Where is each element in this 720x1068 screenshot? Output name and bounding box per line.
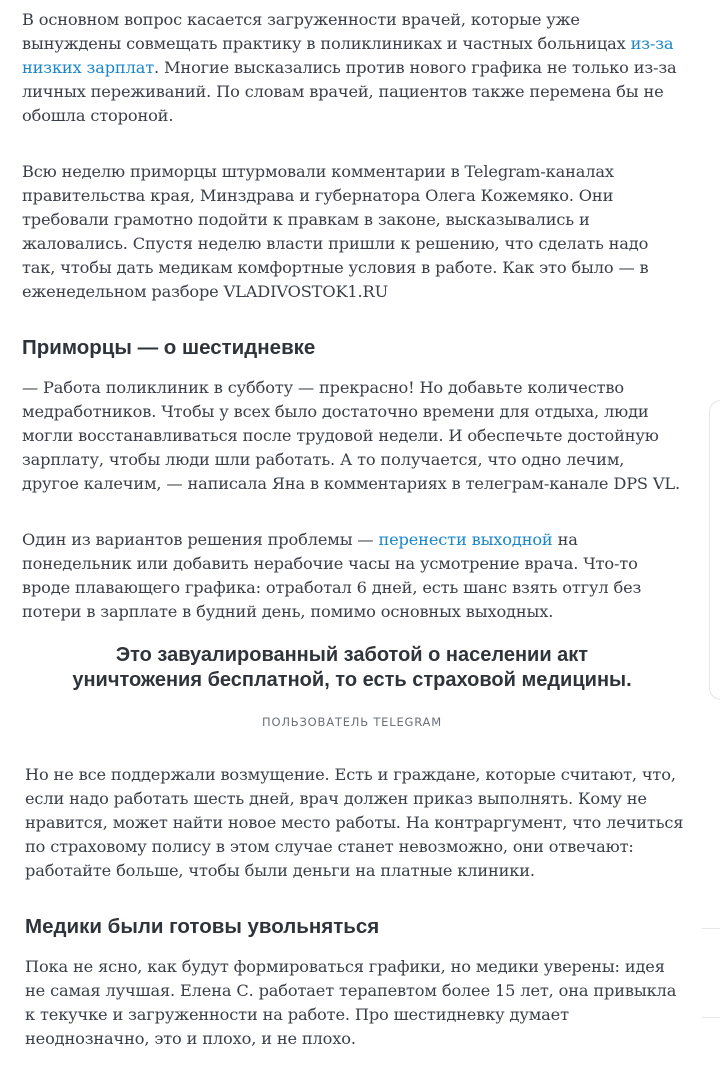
paragraph-telegram-comments: Всю неделю приморцы штурмовали комментарии в Telegram-каналах правительства края, Минздрава и губернатора Олега Кожемяко. Они требовали грамотно подойти к правкам в законе, высказывались и жаловались. Спустя неделю власти пришли к решению, что сделать надо так, чтобы дать медикам комфортные условия в работе. Как это было — в еженедельном разборе VLADIVOSTOK1.RU xyxy=(22,162,649,301)
section-heading-medics-quit: Медики были готовы увольняться xyxy=(25,915,380,938)
pull-quote xyxy=(22,643,682,693)
quote-author: ПОЛЬЗОВАТЕЛЬ TELEGRAM xyxy=(262,715,442,729)
paragraph-text: Один из вариантов решения проблемы — xyxy=(22,530,379,549)
paragraph-elena-therapist: Пока не ясно, как будут формироваться графики, но медики уверены: идея не самая лучшая. Елена С. работает терапевтом более 15 лет, она привыкла к текучке и загруженности на работе. Про шестидневку думает неоднозначно, это и плохо, и не плохо. xyxy=(25,957,677,1048)
paragraph-text: на понедельник или добавить нерабочие часы на усмотрение врача. Что-то вроде плавающего графика: отработал 6 дней, есть шанс взять отгул без потери в зарплате в будний день, помимо основных выходных. xyxy=(22,530,642,621)
paragraph-yana-comment: — Работа поликлиник в субботу — прекрасно! Но добавьте количество медработников. Чтобы у всех было достаточно времени для отдыха, люди могли восстанавливаться после трудовой недели. И обеспечьте достойную зарплату, чтобы люди шли работать. А то получается, что одно лечим, другое калечим, — написала Яна в комментариях в телеграм-канале DPS VL. xyxy=(22,378,681,493)
paragraph-text: В основном вопрос касается загруженности врачей, которые уже вынуждены совмещать практику в поликлиниках и частных больницах xyxy=(22,10,631,53)
low-salaries-link[interactable]: из-за низких зарплат xyxy=(22,34,674,77)
section-heading-primorye: Приморцы — о шестидневке xyxy=(22,336,316,359)
paragraph-supporters: Но не все поддержали возмущение. Есть и граждане, которые считают, что, если надо работать шесть дней, врач должен приказ выполнять. Кому не нравится, может найти новое место работы. На контраргумент, что лечиться по страховому полису в этом случае станет невозможно, они отвечают: работайте больше, чтобы были деньги на платные клиники. xyxy=(25,765,684,880)
quote-line-1: Это завуалированный заботой о населении акт xyxy=(115,644,589,666)
paragraph-doctors-workload xyxy=(22,8,682,128)
paragraph-solution-options xyxy=(22,528,682,624)
move-day-off-link[interactable]: перенести выходной xyxy=(378,530,553,549)
divider xyxy=(702,1017,720,1018)
quote-line-2: уничтожения бесплатной, то есть страховой медицины. xyxy=(72,669,632,691)
side-widget-edge[interactable] xyxy=(709,400,720,700)
paragraph-text: . Многие высказались против нового графика не только из-за личных переживаний. По словам врачей, пациентов также перемена бы не обошла стороной. xyxy=(22,58,677,125)
divider xyxy=(702,928,720,929)
